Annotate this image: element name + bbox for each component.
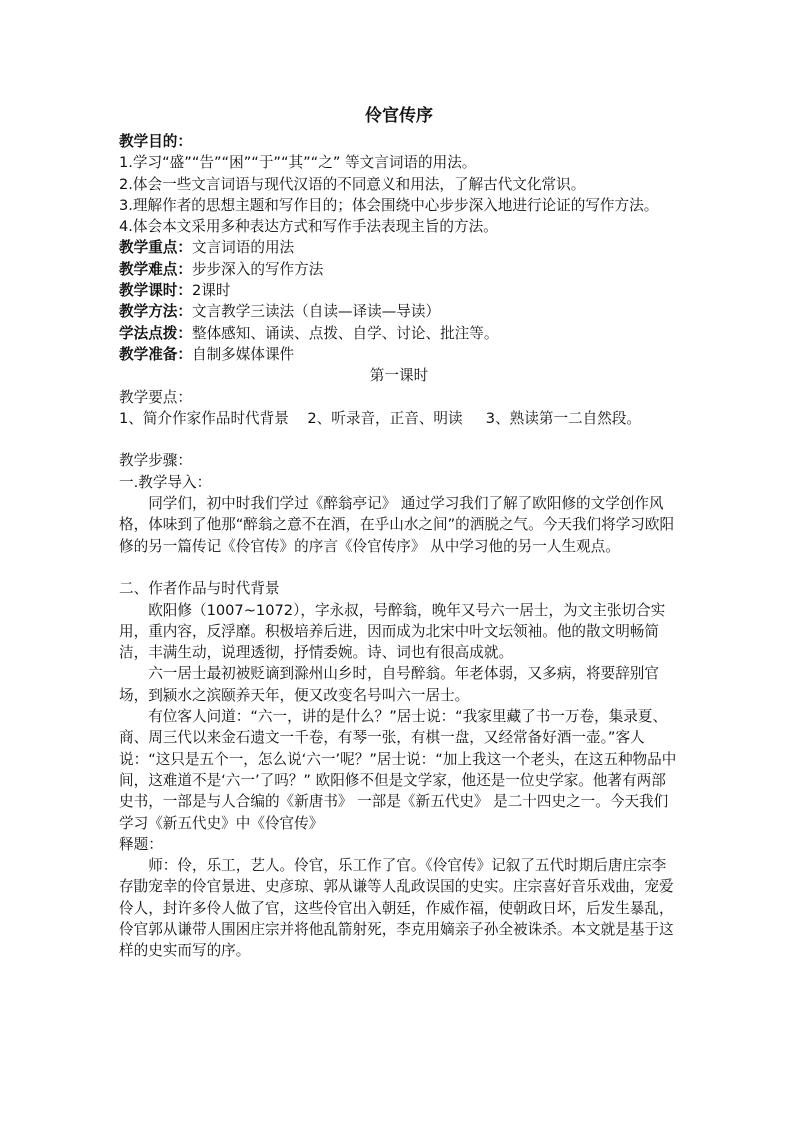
section2-paragraph: 有位客人问道：“六一，讲的是什么？”居士说：“我家里藏了书一万卷，集录夏、商、周三代以来金石遗文一千卷，有琴一张，有棋一盘，又经常备好酒一壶。”客人说：“这只是五个一，怎么说‘六一’呢？”居士说：“加上我这一个老头，在这五种物品中间，这难道不是‘六一’了吗？” 欧阳修不但是文学家，他还是一位史学家。他著有两部史书，一部是与人合编的《新唐书》 一部是《新五代史》 是二十四史之一。今天我们学习《新五代史》中《伶官传》 — [119, 708, 677, 832]
info-label: 教学课时： — [119, 282, 192, 300]
info-value: 文言教学三读法（自读—译读—导读） — [191, 303, 441, 321]
info-row-hours — [119, 280, 679, 301]
section2-heading: 二、作者作品与时代背景 — [119, 580, 280, 598]
explain-heading: 释题： — [119, 835, 163, 853]
info-label: 教学准备： — [119, 345, 192, 363]
steps-heading: 教学步骤： — [119, 452, 192, 470]
explain-paragraph: 师：伶，乐工，艺人。伶官，乐工作了官。《伶官传》记叙了五代时期后唐庄宗李存勖宠幸的伶官景进、史彦琼、郭从谦等人乱政误国的史实。庄宗喜好音乐戏曲，宠爱伶人，封许多伶人做了官，这些伶官出入朝廷，作威作福，使朝政日坏，后发生暴乱，伶官郭从谦带人围困庄宗并将他乱箭射死，李克用嫡亲子孙全被诛杀。本文就是基于这样的史实而写的序。 — [119, 857, 674, 960]
info-value: 2课时 — [191, 282, 231, 300]
document-page — [119, 104, 679, 962]
goal-item: 4.体会本文采用多种表达方式和写作手法表现主旨的方法。 — [119, 218, 498, 236]
points-heading: 教学要点： — [119, 388, 192, 406]
section1-paragraph: 同学们，初中时我们学过《醉翁亭记》 通过学习我们了解了欧阳修的文学创作风格，体味到了他那“醉翁之意不在酒，在乎山水之间”的洒脱之气。今天我们将学习欧阳修的另一篇传记《伶官传》的序言《伶官传序》 从中学习他的另一人生观点。 — [119, 495, 675, 555]
info-row-study — [119, 323, 679, 344]
info-row-focus — [119, 237, 679, 258]
spacer — [119, 557, 679, 578]
goal-item: 2.体会一些文言词语与现代汉语的不同意义和用法，了解古代文化常识。 — [119, 175, 586, 193]
info-row-prep — [119, 344, 679, 365]
goals-heading: 教学目的： — [119, 133, 192, 150]
info-label: 教学重点： — [119, 239, 192, 257]
info-value: 文言词语的用法 — [191, 239, 295, 257]
info-value: 自制多媒体课件 — [191, 345, 295, 363]
spacer — [119, 429, 679, 450]
info-row-method — [119, 301, 679, 322]
info-row-difficulty — [119, 259, 679, 280]
info-label: 教学难点： — [119, 260, 192, 278]
section2-paragraph: 六一居士最初被贬谪到滁州山乡时，自号醉翁。年老体弱，又多病，将要辞别官场，到颍水之滨颐养天年，便又改变名号叫六一居士。 — [119, 665, 659, 704]
goal-item: 3.理解作者的思想主题和写作目的；体会围绕中心步步深入地进行论证的写作方法。 — [119, 196, 659, 214]
section1-heading: 一.教学导入： — [119, 473, 212, 491]
section2-paragraph: 欧阳修（1007~1072），字永叔，号醉翁，晚年又号六一居士，为文主张切合实用，重内容，反浮靡。积极培养后进，因而成为北宋中叶文坛领袖。他的散文明畅简洁，丰满生动，说理透彻，抒情委婉。诗、词也有很高成就。 — [119, 601, 666, 662]
info-label: 教学方法： — [119, 303, 192, 321]
document-title: 伶官传序 — [365, 106, 433, 126]
info-value: 步步深入的写作方法 — [191, 260, 324, 278]
info-label: 学法点拨： — [119, 324, 192, 342]
info-value: 整体感知、诵读、点拨、自学、讨论、批注等。 — [191, 324, 499, 342]
points-list: 1、简介作家作品时代背景 2、听录音，正音、明读 3、熟读第一二自然段。 — [119, 409, 642, 427]
goal-item: 1.学习“盛”“告”“困”“于”“其”“之” 等文言词语的用法。 — [119, 154, 477, 172]
lesson-heading: 第一课时 — [369, 367, 429, 385]
